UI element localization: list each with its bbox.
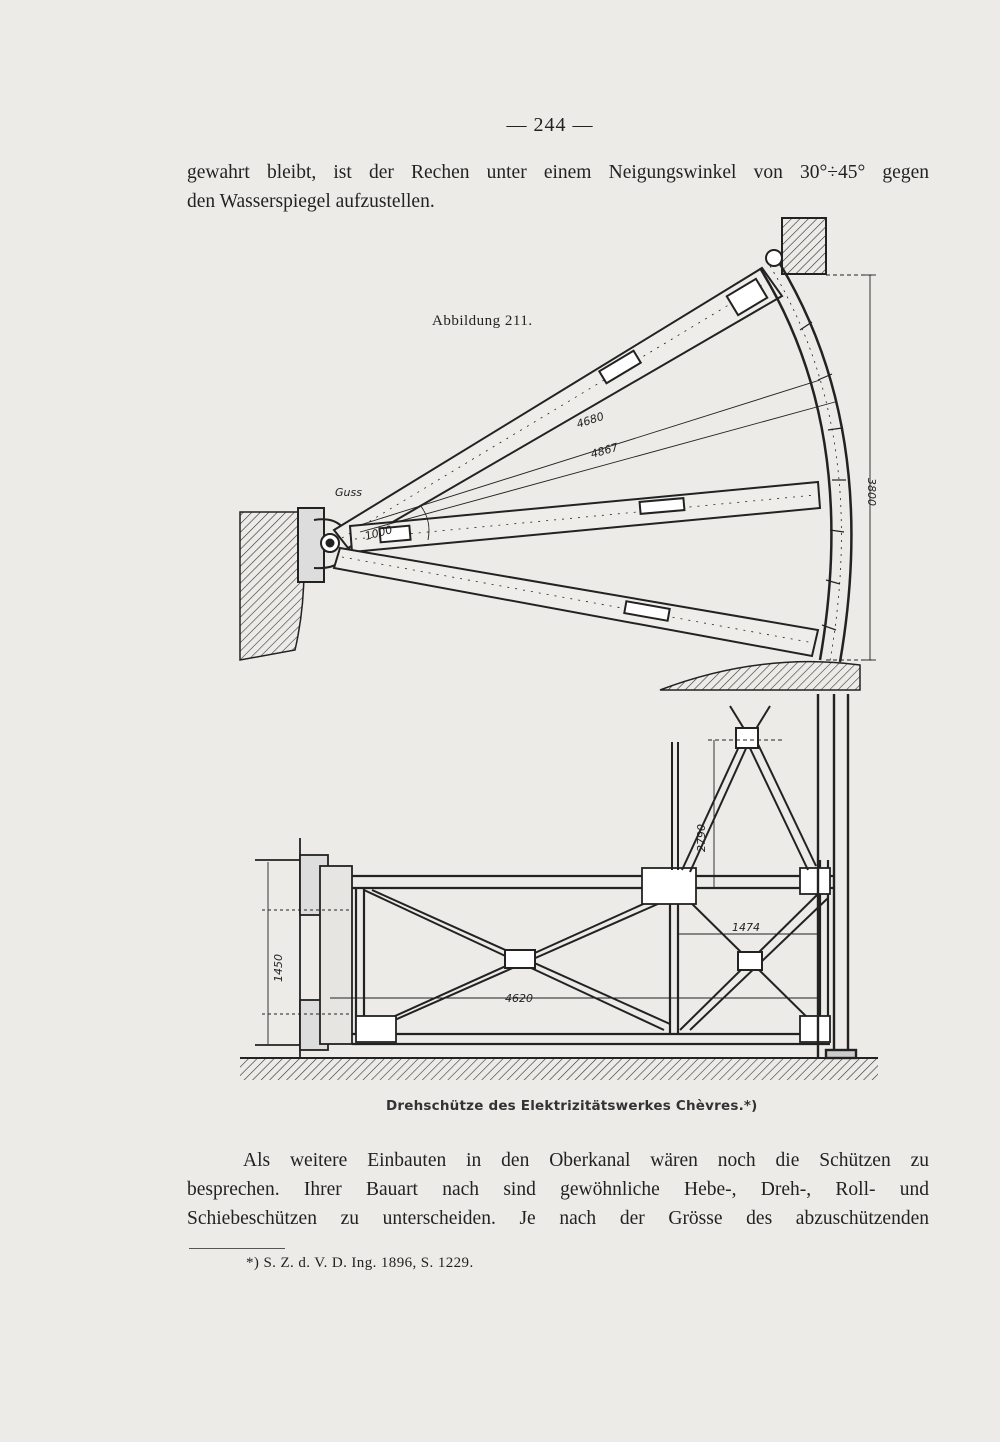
pivot-casting [298,508,350,582]
paragraph-line: besprechen. Ihrer Bauart nach sind gewöhnliche Hebe-, Dreh-, Roll- und [187,1179,929,1200]
dimension-1000: 1000 [363,523,394,543]
bottom-sill [660,662,860,690]
figure-label: Abbildung 211. [432,313,533,329]
arm-lower [334,548,818,656]
elevation-view [240,694,878,1080]
paragraph-line: Als weitere Einbauten in den Oberkanal wären noch die Schützen zu [243,1150,929,1171]
figure-caption: Drehschütze des Elektrizitätswerkes Chèvres.*) [386,1098,758,1114]
plan-view [240,218,876,690]
ground-hatching [240,1058,878,1080]
dimension-4680: 4680 [574,409,606,431]
annotation-guss: Guss [335,486,362,499]
page-number: — 244 — [506,114,594,136]
paragraph-line: Schiebeschützen zu unterscheiden. Je nach der Grösse des abzuschützenden [187,1208,929,1229]
lifting-trestle [672,706,816,872]
left-wall [255,838,352,1058]
paragraph-bottom [187,1146,929,1233]
skin-plate [760,264,851,662]
dimension-1474: 1474 [732,921,760,934]
footnote-rule [189,1248,285,1249]
dimension-3800: 3800 [865,478,878,506]
paragraph-line: gewahrt bleibt, ist der Rechen unter einem Neigungswinkel von 30°÷45° gegen [187,162,929,183]
left-abutment [240,512,304,660]
dimension-1450: 1450 [272,954,285,982]
dimension-2790: 2790 [695,824,708,852]
dimension-4867: 4867 [589,440,620,461]
footnote: *) S. Z. d. V. D. Ing. 1896, S. 1229. [246,1255,474,1271]
paragraph-line: den Wasserspiegel aufzustellen. [187,191,435,212]
cross-bracing [364,890,828,1030]
dimension-4620: 4620 [505,992,533,1005]
